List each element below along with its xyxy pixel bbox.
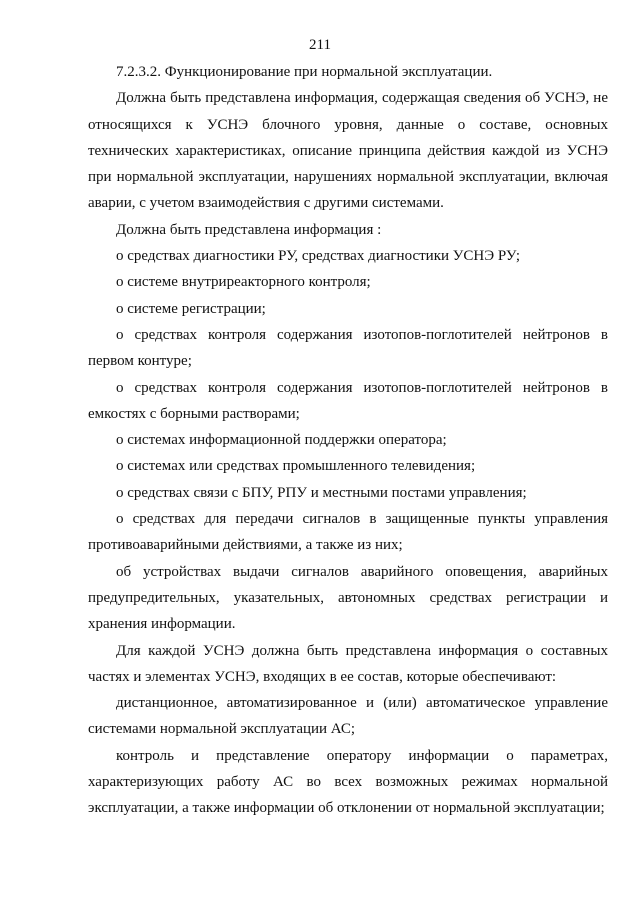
list-item: об устройствах выдачи сигналов аварийного оповещения, аварийных предупредительных, указательных, автономных средствах регистрации и хранения информации. [88, 563, 608, 633]
page-number: 211 [309, 37, 331, 53]
list-item: о системах или средствах промышленного телевидения; [116, 458, 476, 475]
section-heading: 7.2.3.2. Функционирование при нормальной эксплуатации. [116, 64, 493, 80]
list-item: о средствах контроля содержания изотопов-поглотителей нейтронов в первом контуре; [88, 326, 608, 370]
paragraph: Должна быть представлена информация, содержащая сведения об УСНЭ, не относящихся к УСНЭ блочного уровня, данные о составе, основных технических характеристиках, описание принципа действия каждой из УСНЭ при нормальной эксплуатации, нарушениях нормальной эксплуатации, включая аварии, с учетом взаимодействия с другими системами. [88, 90, 608, 212]
paragraph: Должна быть представлена информация : [116, 221, 382, 238]
paragraph: Для каждой УСНЭ должна быть представлена информация о составных частях и элементах УСНЭ, входящих в ее состав, которые обеспечивают: [88, 642, 608, 685]
list-item: о системах информационной поддержки оператора; [116, 432, 447, 449]
list-item: контроль и представление оператору информации о параметрах, характеризующих работу АС во всех возможных режимах нормальной эксплуатации, а также информации об отклонении от нормальной эксплуатации; [88, 747, 608, 817]
list-item: о средствах для передачи сигналов в защищенные пункты управления противоаварийными действиями, а также из них; [88, 511, 608, 554]
list-item: о средствах контроля содержания изотопов-поглотителей нейтронов в емкостях с борными растворами; [88, 379, 608, 422]
list-item: о системе регистрации; [116, 300, 266, 317]
list-item: о средствах связи с БПУ, РПУ и местными постами управления; [116, 484, 527, 501]
list-item: дистанционное, автоматизированное и (или) автоматическое управление системами нормальной эксплуатации АС; [88, 695, 608, 738]
list-item: о средствах диагностики РУ, средствах диагностики УСНЭ РУ; [116, 248, 521, 265]
list-item: о системе внутриреакторного контроля; [116, 274, 371, 291]
body-text [88, 59, 608, 822]
